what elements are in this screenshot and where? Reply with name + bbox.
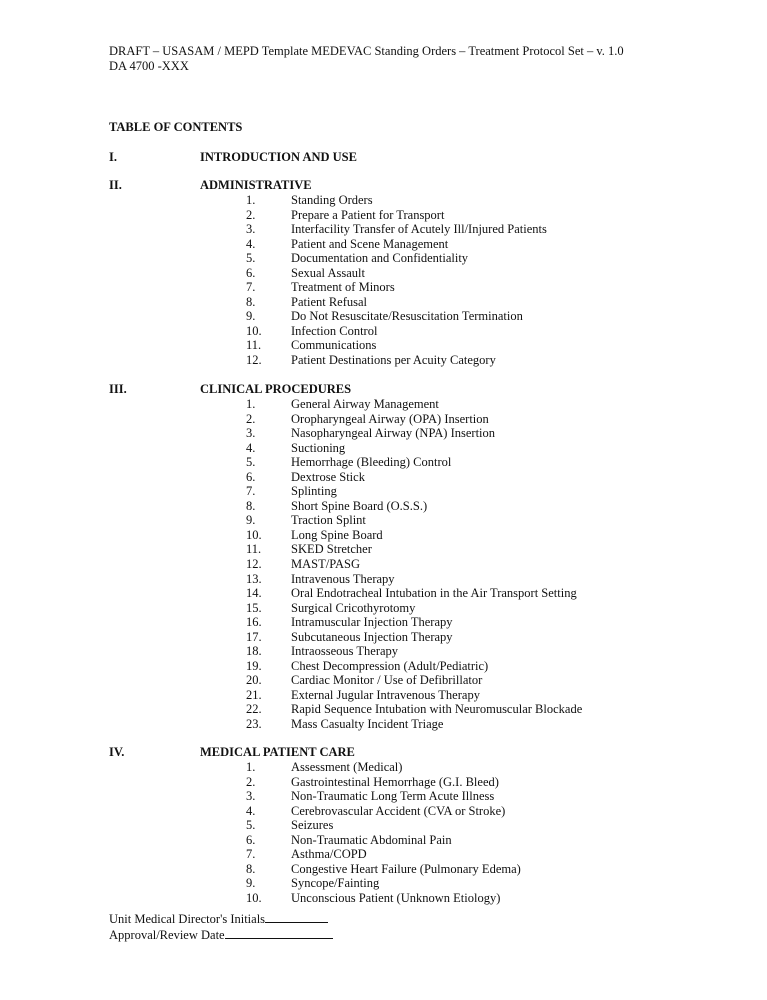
entry-number: 19. <box>246 658 262 673</box>
entry-title: Gastrointestinal Hemorrhage (G.I. Bleed) <box>291 774 499 789</box>
entry-title: Long Spine Board <box>291 527 383 542</box>
entry-number: 4. <box>246 803 256 818</box>
entry-title: Do Not Resuscitate/Resuscitation Termination <box>291 309 523 324</box>
entry-title: Mass Casualty Incident Triage <box>291 717 444 732</box>
toc-entry <box>0 557 767 572</box>
entry-number: 2. <box>246 774 256 789</box>
entry-number: 6. <box>246 469 256 484</box>
toc-entry <box>0 397 767 412</box>
toc-entry <box>0 789 767 804</box>
section-number: IV. <box>109 745 125 759</box>
toc-entry <box>0 775 767 790</box>
toc-entry <box>0 441 767 456</box>
entry-title: Documentation and Confidentiality <box>291 251 469 266</box>
entry-number: 5. <box>246 251 256 266</box>
entry-number: 1. <box>246 397 256 411</box>
entry-title: Cardiac Monitor / Use of Defibrillator <box>291 673 483 688</box>
toc-entry <box>0 847 767 862</box>
toc-section <box>0 382 767 732</box>
entry-title: External Jugular Intravenous Therapy <box>291 687 480 702</box>
entry-number: 1. <box>246 193 256 207</box>
entry-title: Intravenous Therapy <box>291 571 395 586</box>
initials-blank <box>265 911 328 923</box>
entry-title: Non-Traumatic Abdominal Pain <box>291 832 452 847</box>
toc-entry <box>0 222 767 237</box>
section-number: III. <box>109 382 127 396</box>
entry-number: 12. <box>246 353 262 368</box>
entry-number: 4. <box>246 440 256 455</box>
entry-title: Intramuscular Injection Therapy <box>291 615 453 630</box>
entry-title: Hemorrhage (Bleeding) Control <box>291 455 452 470</box>
entry-title: Splinting <box>291 484 337 499</box>
toc-entry <box>0 208 767 223</box>
toc-entry <box>0 644 767 659</box>
toc-entry <box>0 280 767 295</box>
toc-entry <box>0 818 767 833</box>
entry-title: Chest Decompression (Adult/Pediatric) <box>291 658 489 673</box>
toc-entry <box>0 601 767 616</box>
toc-title: TABLE OF CONTENTS <box>109 120 243 134</box>
entry-title: MAST/PASG <box>291 557 361 572</box>
entry-title: Infection Control <box>291 323 378 338</box>
entry-title: SKED Stretcher <box>291 542 372 557</box>
toc-entry <box>0 630 767 645</box>
entry-title: Treatment of Minors <box>291 280 395 295</box>
entry-title: Nasopharyngeal Airway (NPA) Insertion <box>291 426 496 441</box>
entry-number: 15. <box>246 600 262 615</box>
entry-number: 8. <box>246 294 256 309</box>
toc-entry <box>0 426 767 441</box>
section-heading <box>0 150 767 165</box>
entry-number: 3. <box>246 426 256 441</box>
entry-title: Prepare a Patient for Transport <box>291 207 445 222</box>
entry-number: 11. <box>246 542 262 557</box>
entry-title: Oropharyngeal Airway (OPA) Insertion <box>291 411 489 426</box>
entry-title: Patient Destinations per Acuity Category <box>291 353 496 368</box>
form-number: DA 4700 -XXX <box>109 59 189 73</box>
section-number: II. <box>109 178 122 192</box>
toc-entry <box>0 251 767 266</box>
toc-entry <box>0 528 767 543</box>
toc-entry <box>0 673 767 688</box>
entry-title: Suctioning <box>291 440 346 455</box>
toc-entry <box>0 542 767 557</box>
document-header <box>109 44 624 74</box>
toc-entry <box>0 572 767 587</box>
entry-number: 3. <box>246 789 256 804</box>
entry-title: Subcutaneous Injection Therapy <box>291 629 453 644</box>
entry-number: 7. <box>246 280 256 295</box>
toc-entry <box>0 862 767 877</box>
entry-number: 14. <box>246 586 262 601</box>
entry-title: Communications <box>291 338 377 353</box>
toc-entry <box>0 513 767 528</box>
toc-entry <box>0 455 767 470</box>
initials-line <box>109 911 333 927</box>
section-title: MEDICAL PATIENT CARE <box>200 745 355 759</box>
entry-title: General Airway Management <box>291 397 439 411</box>
entry-number: 22. <box>246 702 262 717</box>
date-label: Approval/Review Date <box>109 928 225 942</box>
section-title: INTRODUCTION AND USE <box>200 150 357 164</box>
toc-entry <box>0 412 767 427</box>
entry-number: 9. <box>246 876 256 891</box>
entry-number: 17. <box>246 629 262 644</box>
entry-number: 6. <box>246 265 256 280</box>
entry-title: Non-Traumatic Long Term Acute Illness <box>291 789 495 804</box>
toc-entry <box>0 688 767 703</box>
toc-entry <box>0 659 767 674</box>
entry-title: Intraosseous Therapy <box>291 644 399 659</box>
toc-entry <box>0 237 767 252</box>
entry-title: Surgical Cricothyrotomy <box>291 600 416 615</box>
toc-entry <box>0 804 767 819</box>
entry-number: 2. <box>246 207 256 222</box>
entry-number: 3. <box>246 222 256 237</box>
initials-label: Unit Medical Director's Initials <box>109 912 266 926</box>
entry-title: Congestive Heart Failure (Pulmonary Edema) <box>291 861 521 876</box>
entry-title: Dextrose Stick <box>291 469 365 484</box>
section-heading <box>0 382 767 397</box>
entry-title: Assessment (Medical) <box>291 760 403 774</box>
toc-entry <box>0 833 767 848</box>
entry-number: 2. <box>246 411 256 426</box>
toc-entry <box>0 470 767 485</box>
entry-number: 5. <box>246 455 256 470</box>
toc-entry <box>0 702 767 717</box>
toc-entry <box>0 484 767 499</box>
section-title: CLINICAL PROCEDURES <box>200 382 352 396</box>
toc-entry <box>0 193 767 208</box>
signature-block <box>109 911 333 943</box>
entry-title: Syncope/Fainting <box>291 876 380 891</box>
toc-entry <box>0 338 767 353</box>
entry-number: 21. <box>246 687 262 702</box>
entry-title: Asthma/COPD <box>291 847 367 862</box>
entry-title: Sexual Assault <box>291 265 365 280</box>
entry-number: 9. <box>246 309 256 324</box>
entry-number: 10. <box>246 890 262 905</box>
entry-number: 1. <box>246 760 256 774</box>
section-title: ADMINISTRATIVE <box>200 178 312 192</box>
entry-number: 11. <box>246 338 262 353</box>
toc-entry <box>0 353 767 368</box>
toc-entry <box>0 586 767 601</box>
toc-section <box>0 178 767 368</box>
entry-title: Patient and Scene Management <box>291 236 449 251</box>
entry-number: 23. <box>246 717 262 732</box>
toc-entry <box>0 266 767 281</box>
toc-section <box>0 745 767 905</box>
entry-number: 10. <box>246 323 262 338</box>
entry-number: 16. <box>246 615 262 630</box>
entry-number: 6. <box>246 832 256 847</box>
entry-title: Short Spine Board (O.S.S.) <box>291 498 428 513</box>
entry-number: 20. <box>246 673 262 688</box>
section-heading <box>0 745 767 760</box>
entry-number: 4. <box>246 236 256 251</box>
section-number: I. <box>109 150 117 164</box>
entry-title: Rapid Sequence Intubation with Neuromuscular Blockade <box>291 702 583 717</box>
toc-entry <box>0 876 767 891</box>
entry-title: Patient Refusal <box>291 294 368 309</box>
entry-title: Cerebrovascular Accident (CVA or Stroke) <box>291 803 506 818</box>
entry-number: 7. <box>246 484 256 499</box>
entry-number: 13. <box>246 571 262 586</box>
toc-entry <box>0 324 767 339</box>
entry-number: 5. <box>246 818 256 833</box>
toc-entry <box>0 615 767 630</box>
entry-number: 7. <box>246 847 256 862</box>
section-heading <box>0 178 767 193</box>
entry-number: 18. <box>246 644 262 659</box>
entry-number: 10. <box>246 527 262 542</box>
entry-number: 9. <box>246 513 256 528</box>
header-title: DRAFT – USASAM / MEPD Template MEDEVAC Standing Orders – Treatment Protocol Set – v. 1.0 <box>109 44 624 58</box>
toc-entry <box>0 309 767 324</box>
toc-entry <box>0 499 767 514</box>
entry-title: Traction Splint <box>291 513 366 528</box>
date-line <box>109 927 333 943</box>
entry-number: 8. <box>246 861 256 876</box>
date-blank <box>225 927 333 939</box>
toc-entry <box>0 891 767 906</box>
entry-title: Interfacility Transfer of Acutely Ill/Injured Patients <box>291 222 547 237</box>
entry-number: 12. <box>246 557 262 572</box>
toc-section <box>0 150 767 165</box>
entry-number: 8. <box>246 498 256 513</box>
toc-entry <box>0 717 767 732</box>
entry-title: Unconscious Patient (Unknown Etiology) <box>291 890 501 905</box>
toc-entry <box>0 760 767 775</box>
entry-title: Oral Endotracheal Intubation in the Air Transport Setting <box>291 586 577 601</box>
toc-entry <box>0 295 767 310</box>
entry-title: Seizures <box>291 818 334 833</box>
entry-title: Standing Orders <box>291 193 373 207</box>
